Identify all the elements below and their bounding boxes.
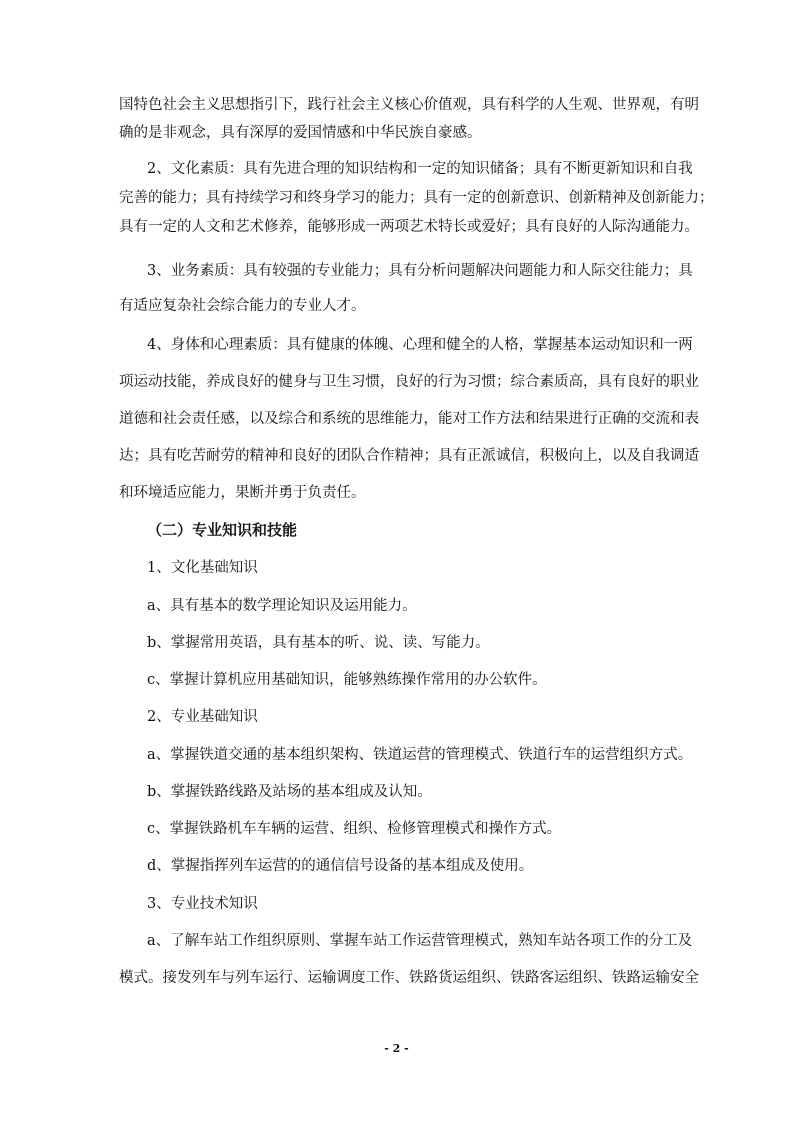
paragraph-ideology-line-1: 国特色社会主义思想指引下，践行社会主义核心价值观，具有科学的人生观、世界观，有明 (119, 97, 699, 113)
item-basic-d: d、掌握指挥列车运营的的通信信号设备的基本组成及使用。 (147, 858, 534, 874)
item-culture-a: a、具有基本的数学理论知识及运用能力。 (147, 598, 417, 614)
paragraph-physical-line-2: 项运动技能，养成良好的健身与卫生习惯，良好的行为习惯；综合素质高，具有良好的职业 (119, 374, 699, 390)
paragraph-physical-line-3: 道德和社会责任感，以及综合和系统的思维能力，能对工作方法和结果进行正确的交流和表 (119, 411, 699, 427)
paragraph-culture-line-3: 具有一定的人文和艺术修养，能够形成一两项艺术特长或爱好；具有良好的人际沟通能力。 (119, 219, 699, 235)
paragraph-physical-line-5: 和环境适应能力，果断并勇于负责任。 (119, 485, 366, 501)
item-tech-a-line-2: 模式。接发列车与列车运行、运输调度工作、铁路货运组织、铁路客运组织、铁路运输安全 (119, 970, 699, 986)
item-tech-title: 3、专业技术知识 (147, 896, 258, 912)
item-culture-title: 1、文化基础知识 (147, 560, 258, 576)
item-basic-b: b、掌握铁路线路及站场的基本组成及认知。 (147, 784, 432, 800)
item-culture-b: b、掌握常用英语，具有基本的听、说、读、写能力。 (147, 635, 490, 651)
item-culture-c: c、掌握计算机应用基础知识，能够熟练操作常用的办公软件。 (147, 672, 547, 688)
paragraph-physical-line-1: 4、身体和心理素质：具有健康的体魄、心理和健全的人格，掌握基本运动知识和一两 (147, 337, 693, 353)
item-basic-title: 2、专业基础知识 (147, 709, 258, 725)
item-tech-a-line-1: a、了解车站工作组织原则、掌握车站工作运营管理模式，熟知车站各项工作的分工及 (147, 933, 693, 949)
item-basic-c: c、掌握铁路机车车辆的运营、组织、检修管理模式和操作方式。 (147, 821, 562, 837)
paragraph-culture-line-2: 完善的能力；具有持续学习和终身学习的能力；具有一定的创新意识、创新精神及创新能力； (119, 190, 714, 206)
page-number: - 2 - (384, 1042, 409, 1055)
paragraph-physical-line-4: 达；具有吃苦耐劳的精神和良好的团队合作精神；具有正派诚信，积极向上，以及自我调适 (119, 448, 699, 464)
paragraph-culture-line-1: 2、文化素质：具有先进合理的知识结构和一定的知识储备；具有不断更新知识和自我 (147, 161, 693, 177)
paragraph-business-line-1: 3、业务素质：具有较强的专业能力；具有分析问题解决问题能力和人际交往能力；具 (147, 263, 693, 279)
section-heading: （二）专业知识和技能 (147, 521, 298, 539)
item-basic-a: a、掌握铁道交通的基本组织架构、铁道运营的管理模式、铁道行车的运营组织方式。 (147, 747, 693, 763)
paragraph-ideology-line-2: 确的是非观念，具有深厚的爱国情感和中华民族自豪感。 (119, 125, 482, 141)
paragraph-business-line-2: 有适应复杂社会综合能力的专业人才。 (119, 298, 366, 314)
